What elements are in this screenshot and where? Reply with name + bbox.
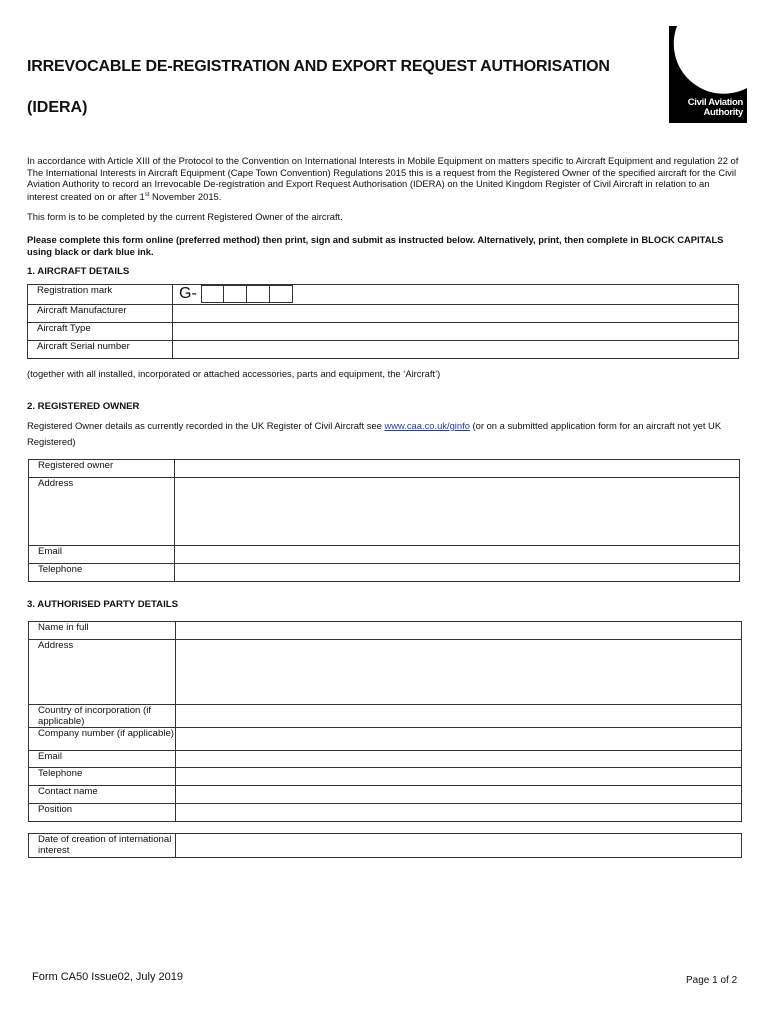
contact-name-label: Contact name bbox=[29, 786, 176, 804]
date-of-creation-label: Date of creation of international interest bbox=[29, 834, 176, 858]
intro-paragraph: In accordance with Article XIII of the Protocol to the Convention on International Interests in Mobile Equipment on matters specific to Aircraft Equipment and regulation 22 of The International Interests in Aircraft Equipment (Cape Town Convention) Regulations 2015 this is a request from the Registered Owner of the specified aircraft for the Civil Aviation Authority to record an Irrevocable De-registration and Export Request Authorisation (IDERA) on the United Kingdom Register of Civil Aircraft in relation to an interest created on or after 1st November 2015. bbox=[27, 155, 739, 202]
company-number-label: Company number (if applicable) bbox=[29, 728, 176, 751]
registration-prefix: G- bbox=[179, 284, 197, 302]
position-field[interactable] bbox=[176, 804, 742, 822]
caa-ginfo-link[interactable]: www.caa.co.uk/ginfo bbox=[384, 420, 470, 431]
caa-logo bbox=[669, 26, 747, 123]
country-of-incorporation-label: Country of incorporation (if applicable) bbox=[29, 705, 176, 728]
owner-address-field[interactable] bbox=[175, 478, 740, 546]
aircraft-note: (together with all installed, incorporated or attached accessories, parts and equipment, the ‘Aircraft’) bbox=[27, 368, 441, 379]
aircraft-details-table bbox=[27, 284, 739, 359]
aircraft-type-field[interactable] bbox=[173, 323, 739, 341]
party-telephone-field[interactable] bbox=[176, 768, 742, 786]
company-number-field[interactable] bbox=[176, 728, 742, 751]
aircraft-manufacturer-field[interactable] bbox=[173, 305, 739, 323]
registration-char-4[interactable] bbox=[270, 285, 293, 303]
section3-heading: 3. AUTHORISED PARTY DETAILS bbox=[27, 599, 179, 610]
form-subtitle: (IDERA) bbox=[27, 99, 88, 116]
party-name-label: Name in full bbox=[29, 622, 176, 640]
contact-name-field[interactable] bbox=[176, 786, 742, 804]
registration-mark-label: Registration mark bbox=[28, 285, 173, 305]
country-of-incorporation-field[interactable] bbox=[176, 705, 742, 728]
interest-date-table bbox=[28, 833, 742, 858]
owner-email-field[interactable] bbox=[175, 546, 740, 564]
registration-char-3[interactable] bbox=[247, 285, 270, 303]
registered-owner-label: Registered owner bbox=[29, 460, 175, 478]
form-identifier: Form CA50 Issue02, July 2019 bbox=[32, 971, 184, 983]
party-email-label: Email bbox=[29, 751, 176, 768]
owner-address-label: Address bbox=[29, 478, 175, 546]
party-email-field[interactable] bbox=[176, 751, 742, 768]
registration-mark-field[interactable] bbox=[173, 285, 739, 305]
completion-note: This form is to be completed by the current Registered Owner of the aircraft. bbox=[27, 211, 343, 222]
instructions: Please complete this form online (preferred method) then print, sign and submit as instructed below. Alternatively, print, then complete in BLOCK CAPITALS using black or dark blue ink. bbox=[27, 234, 724, 257]
party-name-field[interactable] bbox=[176, 622, 742, 640]
owner-email-label: Email bbox=[29, 546, 175, 564]
registration-char-1[interactable] bbox=[201, 285, 224, 303]
section2-heading: 2. REGISTERED OWNER bbox=[27, 401, 140, 412]
section1-heading: 1. AIRCRAFT DETAILS bbox=[27, 266, 130, 277]
authorised-party-table bbox=[28, 621, 742, 822]
date-of-creation-field[interactable] bbox=[176, 834, 742, 858]
registered-owner-table bbox=[28, 459, 740, 582]
party-address-field[interactable] bbox=[176, 640, 742, 705]
page-number: Page 1 of 2 bbox=[686, 975, 738, 986]
party-address-label: Address bbox=[29, 640, 176, 705]
caa-logo-text: Civil Aviation Authority bbox=[687, 97, 743, 118]
owner-telephone-field[interactable] bbox=[175, 564, 740, 582]
registered-owner-field[interactable] bbox=[175, 460, 740, 478]
aircraft-type-label: Aircraft Type bbox=[28, 323, 173, 341]
aircraft-serial-field[interactable] bbox=[173, 341, 739, 359]
owner-description: Registered Owner details as currently recorded in the UK Register of Civil Aircraft see www.caa.co.uk/ginfo (or on a submitted application form for an aircraft not yet UK Registered) bbox=[27, 420, 722, 447]
aircraft-serial-label: Aircraft Serial number bbox=[28, 341, 173, 359]
position-label: Position bbox=[29, 804, 176, 822]
party-telephone-label: Telephone bbox=[29, 768, 176, 786]
owner-telephone-label: Telephone bbox=[29, 564, 175, 582]
form-title: IRREVOCABLE DE-REGISTRATION AND EXPORT REQUEST AUTHORISATION bbox=[27, 58, 610, 75]
aircraft-manufacturer-label: Aircraft Manufacturer bbox=[28, 305, 173, 323]
registration-char-2[interactable] bbox=[224, 285, 247, 303]
